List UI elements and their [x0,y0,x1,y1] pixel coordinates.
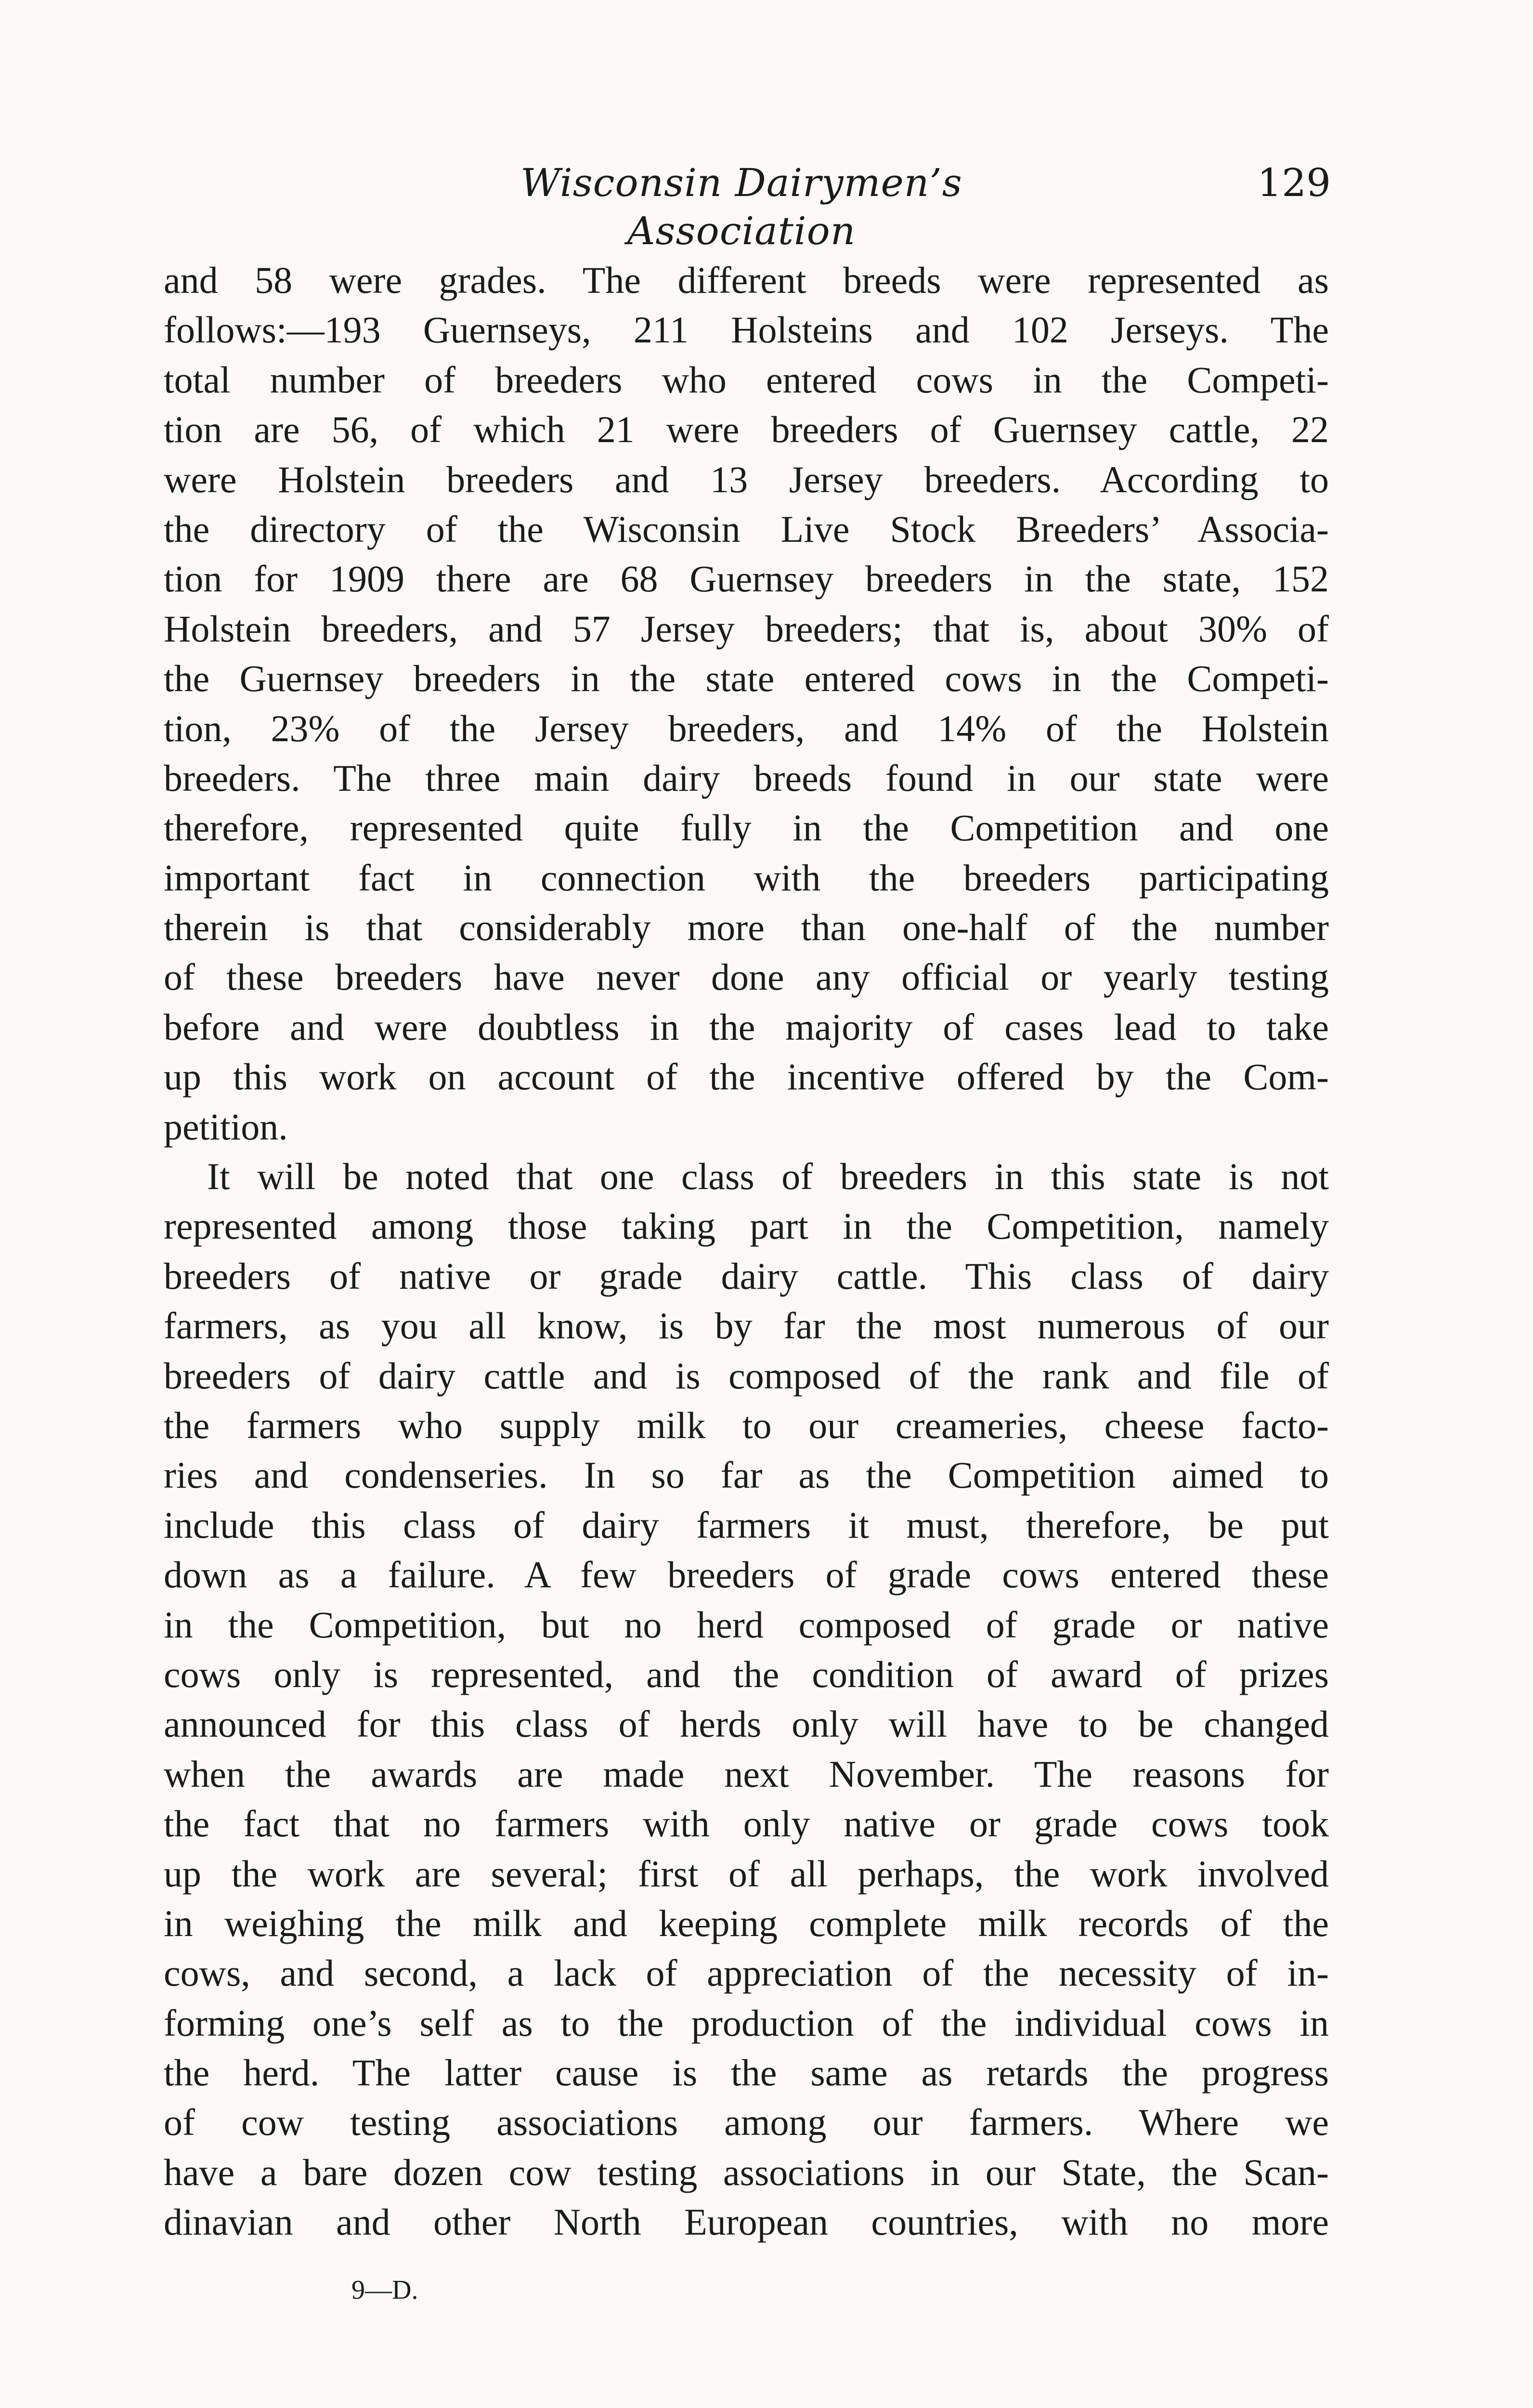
text-line: represented among those taking part in the Competition, namely [164,1205,1329,1247]
text-line: the farmers who supply milk to our creameries, cheese facto- [164,1404,1329,1446]
text-line: when the awards are made next November. The reasons for [164,1753,1329,1795]
text-line: down as a failure. A few breeders of grade cows entered these [164,1554,1329,1596]
text-line: important fact in connection with the breeders participating [164,856,1329,899]
text-line: therein is that considerably more than one-half of the number [164,906,1329,949]
text-line: the fact that no farmers with only native or grade cows took [164,1803,1329,1845]
text-line: the herd. The latter cause is the same as retards the progress [164,2052,1329,2094]
text-line: were Holstein breeders and 13 Jersey breeders. According to [164,458,1329,500]
text-line: cows, and second, a lack of appreciation of the necessity of in- [164,1952,1329,1994]
text-line: breeders of dairy cattle and is composed of the rank and file of [164,1354,1329,1397]
text-line: the directory of the Wisconsin Live Stock Breeders’ Associa- [164,508,1329,550]
text-line: total number of breeders who entered cows in the Competi- [164,358,1329,401]
text-line: ries and condenseries. In so far as the Competition aimed to [164,1454,1329,1496]
text-line: up this work on account of the incentive offered by the Com- [164,1056,1329,1098]
text-line: announced for this class of herds only will have to be changed [164,1703,1329,1745]
running-header-title: Wisconsin Dairymen’s Association [520,160,962,253]
signature-mark: 9—D. [351,2275,418,2305]
text-line: tion for 1909 there are 68 Guernsey breeders in the state, 152 [164,558,1329,600]
text-line: Holstein breeders, and 57 Jersey breeders; that is, about 30% of [164,607,1329,650]
page-number: 129 [1257,160,1331,205]
text-line: up the work are several; first of all perhaps, the work involved [164,1852,1329,1895]
text-line: therefore, represented quite fully in the Competition and one [164,807,1329,849]
text-line: tion are 56, of which 21 were breeders of Guernsey cattle, 22 [164,408,1329,451]
text-line: farmers, as you all know, is by far the most numerous of our [164,1305,1329,1347]
text-line: of these breeders have never done any official or yearly testing [164,956,1329,998]
text-line: It will be noted that one class of breeders in this state is not [207,1155,1329,1198]
text-line: tion, 23% of the Jersey breeders, and 14% of the Holstein [164,707,1329,749]
paragraph-2 [164,1152,1329,2247]
text-line: have a bare dozen cow testing associations in our State, the Scan- [164,2151,1329,2193]
text-line: and 58 were grades. The different breeds were represented as [164,259,1329,301]
text-line: in weighing the milk and keeping complete milk records of the [164,1902,1329,1944]
text-line: of cow testing associations among our farmers. Where we [164,2101,1329,2144]
text-line: forming one’s self as to the production of the individual cows in [164,2002,1329,2044]
text-line: in the Competition, but no herd composed of grade or native [164,1603,1329,1646]
body-text [164,255,1329,2247]
text-line: cows only is represented, and the condition of award of prizes [164,1653,1329,1695]
text-line: petition. [164,1105,288,1148]
text-line: breeders. The three main dairy breeds found in our state were [164,757,1329,799]
text-line: breeders of native or grade dairy cattle. This class of dairy [164,1255,1329,1297]
text-line: follows:—193 Guernseys, 211 Holsteins and 102 Jerseys. The [164,309,1329,351]
text-line: the Guernsey breeders in the state entered cows in the Competi- [164,657,1329,700]
text-line: include this class of dairy farmers it must, therefore, be put [164,1504,1329,1546]
text-line: before and were doubtless in the majority of cases lead to take [164,1006,1329,1048]
paragraph-1 [164,255,1329,1152]
text-line: dinavian and other North European countries, with no more [164,2201,1329,2243]
